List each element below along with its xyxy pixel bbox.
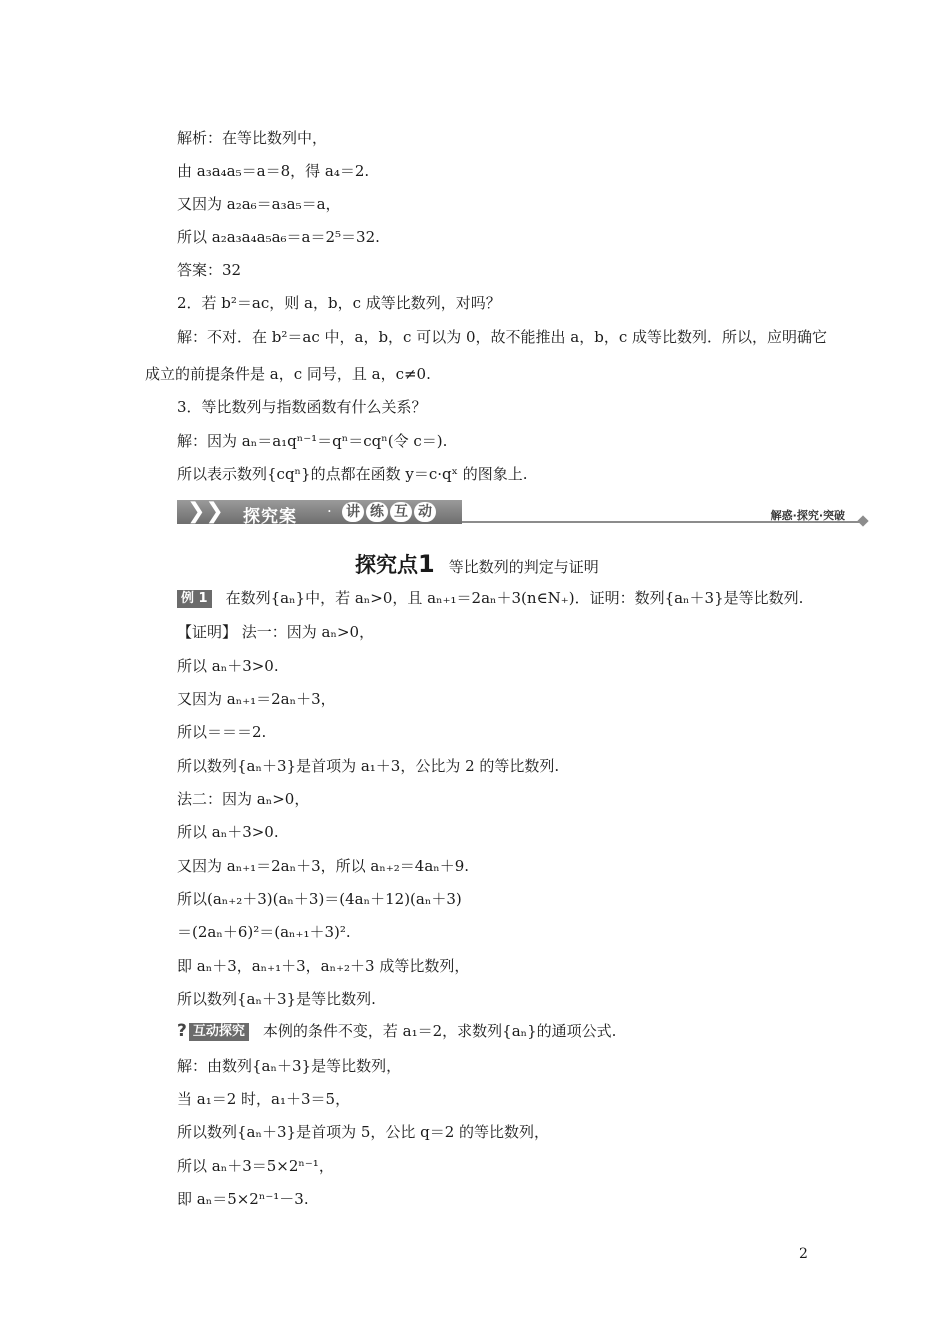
section-banner xyxy=(177,498,867,528)
example-tag: 例 1 xyxy=(177,590,212,608)
proof-line: 所以数列{aₙ＋3}是首项为 a₁＋3，公比为 2 的等比数列. xyxy=(177,757,560,775)
banner-dot: · xyxy=(327,502,332,520)
proof-line: 所以＝＝＝2. xyxy=(177,723,267,741)
solution-line: 当 a₁＝2 时，a₁＋3＝5， xyxy=(177,1090,351,1108)
interactive-line xyxy=(177,1021,616,1041)
equation-line: 由 a₃a₄a₅＝a＝8，得 a₄＝2. xyxy=(177,162,370,180)
proof-line: 即 aₙ＋3，aₙ₊₁＋3，aₙ₊₂＋3 成等比数列， xyxy=(177,957,470,975)
example-text: 在数列{aₙ}中，若 aₙ>0，且 aₙ₊₁＝2aₙ＋3(n∈N₊)．证明：数列{aₙ＋3}是等比数列. xyxy=(225,589,804,607)
interactive-tag: 互动探究 xyxy=(189,1023,249,1041)
solution-line: 所以数列{aₙ＋3}是首项为 5，公比 q＝2 的等比数列， xyxy=(177,1123,550,1141)
question-2-solution: 成立的前提条件是 a，c 同号，且 a，c≠0. xyxy=(145,365,431,383)
proof-line: ＝(2aₙ＋6)²＝(aₙ₊₁＋3)². xyxy=(177,923,351,941)
banner-sub-char: 动 xyxy=(414,502,436,522)
banner-sub-char: 讲 xyxy=(342,502,364,522)
proof-line: 所以 aₙ＋3>0. xyxy=(177,657,279,675)
banner-right-label: 解惑·探究·突破 xyxy=(770,509,845,522)
solution-line: 即 aₙ＝5×2ⁿ⁻¹－3. xyxy=(177,1190,309,1208)
section-title xyxy=(355,551,599,580)
proof-line: 所以(aₙ₊₂＋3)(aₙ＋3)＝(4aₙ＋12)(aₙ＋3) xyxy=(177,890,462,908)
chevron-right-icon: ❯❯ xyxy=(187,499,224,524)
banner-sub-char: 练 xyxy=(366,502,388,522)
proof-line: 法二：因为 aₙ>0， xyxy=(177,790,310,808)
analysis-line: 解析：在等比数列中， xyxy=(177,129,328,147)
question-2: 2．若 b²＝ac，则 a，b，c 成等比数列，对吗？ xyxy=(177,294,501,312)
section-label: 探究点 xyxy=(355,553,418,577)
question-mark-icon: ? xyxy=(177,1021,187,1041)
question-3: 3．等比数列与指数函数有什么关系？ xyxy=(177,398,427,416)
example-line xyxy=(177,588,803,608)
question-3-solution: 所以表示数列{cqⁿ}的点都在函数 y＝c·qˣ 的图象上. xyxy=(177,465,528,483)
answer-line: 答案：32 xyxy=(177,261,242,279)
banner-subtitle xyxy=(342,502,436,522)
page-number: 2 xyxy=(799,1246,808,1262)
proof-line: 又因为 aₙ₊₁＝2aₙ＋3， xyxy=(177,690,336,708)
solution-line: 所以 aₙ＋3＝5×2ⁿ⁻¹， xyxy=(177,1157,334,1175)
proof-line: 所以数列{aₙ＋3}是等比数列. xyxy=(177,990,376,1008)
banner-sub-char: 互 xyxy=(390,502,412,522)
solution-line: 解：由数列{aₙ＋3}是等比数列， xyxy=(177,1057,402,1075)
question-2-solution: 解：不对．在 b²＝ac 中，a，b，c 可以为 0，故不能推出 a，b，c 成等比数列．所以，应明确它 xyxy=(177,328,828,346)
question-3-solution: 解：因为 aₙ＝a₁qⁿ⁻¹＝qⁿ＝cqⁿ(令 c＝). xyxy=(177,432,448,450)
equation-line: 所以 a₂a₃a₄a₅a₆＝a＝2⁵＝32. xyxy=(177,228,380,246)
banner-title: 探究案 xyxy=(243,507,297,527)
proof-line: 所以 aₙ＋3>0. xyxy=(177,823,279,841)
interactive-text: 本例的条件不变，若 a₁＝2，求数列{aₙ}的通项公式. xyxy=(262,1022,617,1040)
equation-line: 又因为 a₂a₆＝a₃a₅＝a， xyxy=(177,195,341,213)
proof-line: 又因为 aₙ₊₁＝2aₙ＋3，所以 aₙ₊₂＝4aₙ＋9. xyxy=(177,857,470,875)
diamond-icon xyxy=(857,515,868,526)
section-heading: 等比数列的判定与证明 xyxy=(448,558,599,576)
section-number: 1 xyxy=(418,550,435,578)
proof-line: 【证明】 法一：因为 aₙ>0， xyxy=(177,623,375,641)
